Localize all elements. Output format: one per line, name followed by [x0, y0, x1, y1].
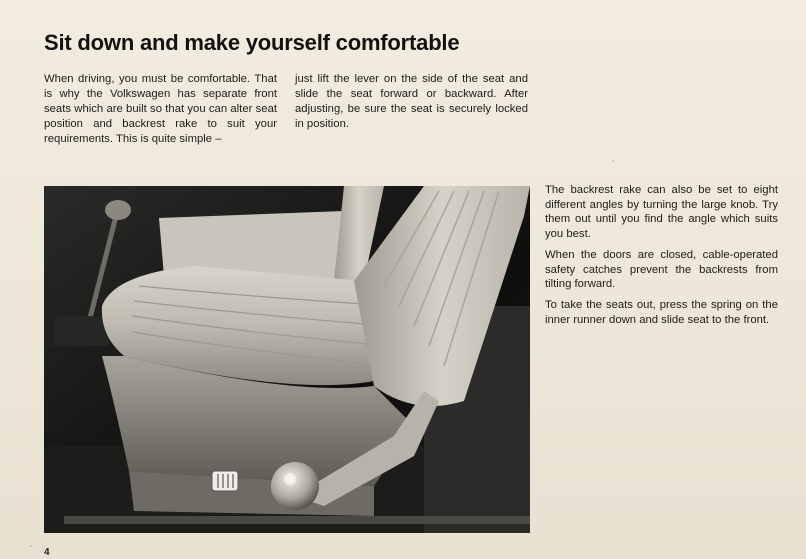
page-title: Sit down and make yourself comfortable: [44, 30, 460, 55]
side-paragraph-removal: To take the seats out, press the spring on the inner runner down and slide seat to the front.: [545, 299, 778, 326]
paper-speck: [612, 160, 614, 162]
intro-column-1: When driving, you must be comfortable. That is why the Volkswagen has separate front seats which are built so that you can alter seat position and backrest rake to suit your requirements. This is quite simple –: [44, 73, 277, 145]
side-paragraph-backrest: The backrest rake can also be set to eight different angles by turning the large knob. Try them out until you find the angle which suits you best.: [545, 184, 778, 240]
seat-photo: [44, 186, 530, 533]
page-number: 4: [44, 547, 50, 558]
side-paragraph-safety: When the doors are closed, cable-operated safety catches prevent the backrests from tilting forward.: [545, 249, 778, 290]
intro-column-2: just lift the lever on the side of the seat and slide the seat forward or backward. After adjusting, be sure the seat is securely locked in position.: [295, 73, 528, 130]
paper-speck: [30, 545, 32, 547]
